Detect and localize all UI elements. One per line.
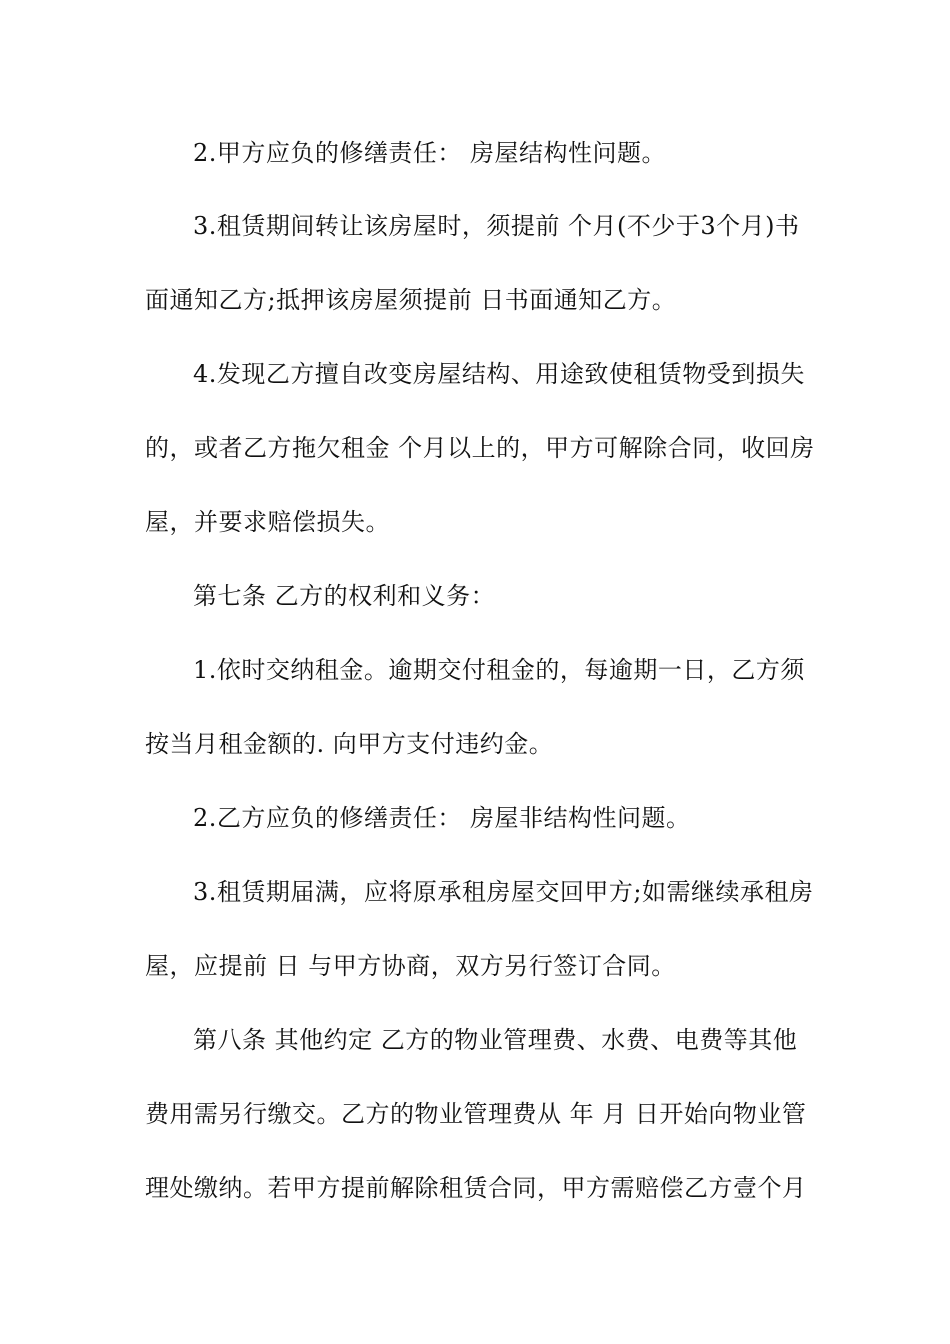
text-line: 理处缴纳。若甲方提前解除租赁合同，甲方需赔偿乙方壹个月 (145, 1174, 807, 1202)
text-line: 3.租赁期间转让该房屋时，须提前 个月(不少于3个月)书 (193, 212, 800, 240)
text-line: 4.发现乙方擅自改变房屋结构、用途致使租赁物受到损失 (193, 360, 805, 388)
text-line: 3.租赁期届满，应将原承租房屋交回甲方;如需继续承租房 (193, 878, 814, 906)
section-heading: 第八条 其他约定 乙方的物业管理费、水费、电费等其他 (193, 1026, 798, 1054)
text-line: 按当月租金额的. 向甲方支付违约金。 (145, 730, 554, 758)
text-line: 面通知乙方;抵押该房屋须提前 日书面通知乙方。 (145, 286, 677, 314)
text-line: 的，或者乙方拖欠租金 个月以上的，甲方可解除合同，收回房 (145, 434, 815, 462)
text-line: 屋，并要求赔偿损失。 (145, 508, 390, 536)
text-line: 屋，应提前 日 与甲方协商，双方另行签订合同。 (145, 952, 676, 980)
text-line: 2.甲方应负的修缮责任： 房屋结构性问题。 (193, 139, 667, 167)
text-line: 1.依时交纳租金。逾期交付租金的，每逾期一日，乙方须 (193, 656, 805, 684)
section-heading: 第七条 乙方的权利和义务： (193, 582, 496, 610)
text-line: 2.乙方应负的修缮责任： 房屋非结构性问题。 (193, 804, 691, 832)
text-line: 费用需另行缴交。乙方的物业管理费从 年 月 日开始向物业管 (145, 1100, 807, 1128)
